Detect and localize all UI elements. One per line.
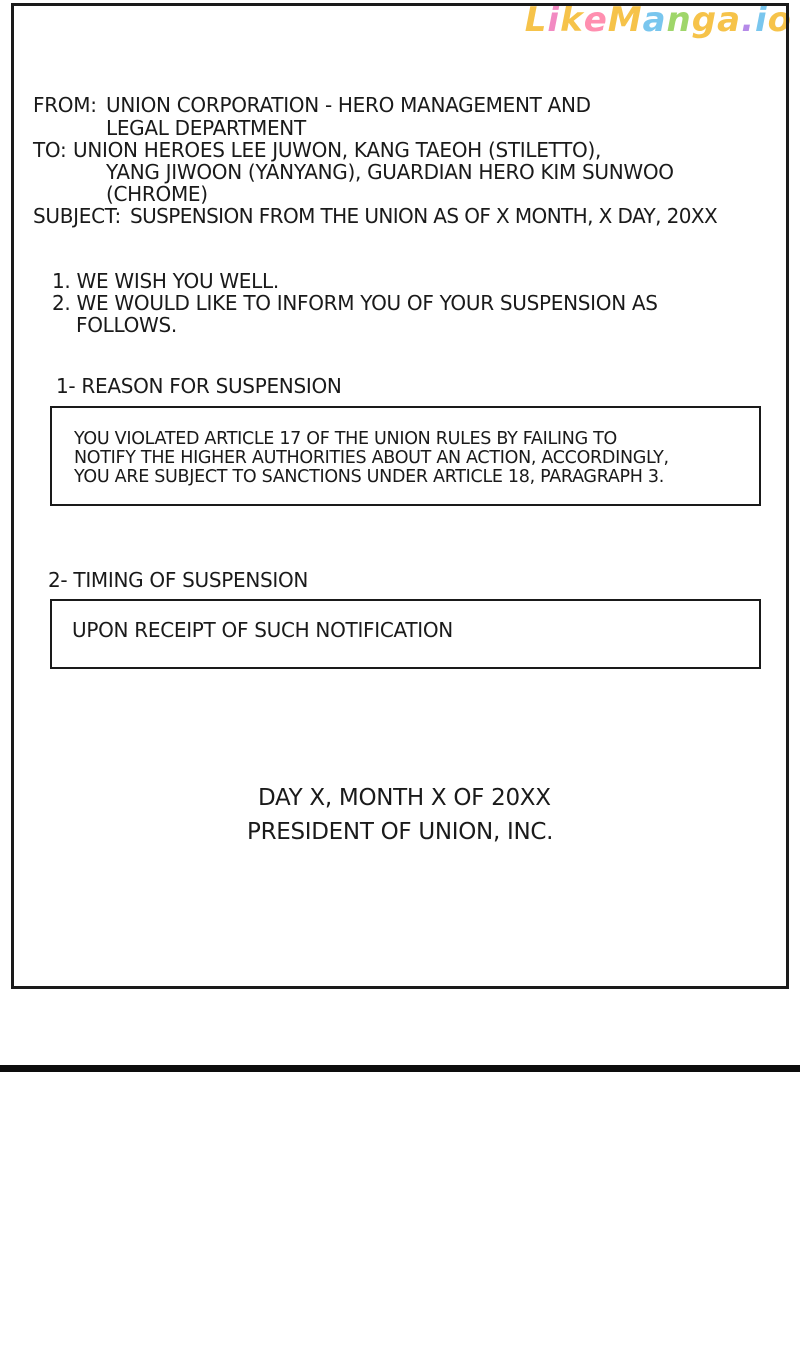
timing-text: UPON RECEIPT OF SUCH NOTIFICATION bbox=[72, 618, 453, 642]
watermark-letter: a bbox=[717, 0, 742, 40]
reason-box bbox=[50, 406, 761, 506]
body-item-2-line-1: 2. WE WOULD LIKE TO INFORM YOU OF YOUR SUSPENSION AS bbox=[52, 291, 658, 315]
reason-line-1: YOU VIOLATED ARTICLE 17 OF THE UNION RULES BY FAILING TO bbox=[74, 429, 617, 449]
reason-line-3: YOU ARE SUBJECT TO SANCTIONS UNDER ARTICLE 18, PARAGRAPH 3. bbox=[74, 467, 664, 487]
watermark-letter: k bbox=[560, 0, 584, 40]
to-line-2: YANG JIWOON (YANYANG), GUARDIAN HERO KIM SUNWOO bbox=[106, 160, 674, 184]
panel-divider bbox=[0, 1065, 800, 1072]
signature-signer: PRESIDENT OF UNION, INC. bbox=[247, 819, 554, 845]
from-label: FROM: bbox=[33, 93, 97, 117]
watermark-letter: L bbox=[524, 0, 548, 40]
reason-heading: 1- REASON FOR SUSPENSION bbox=[56, 374, 342, 398]
from-line-1: UNION CORPORATION - HERO MANAGEMENT AND bbox=[106, 93, 591, 117]
to-label: TO: bbox=[33, 138, 67, 162]
watermark-letter: o bbox=[767, 0, 792, 40]
to-line-1: UNION HEROES LEE JUWON, KANG TAEOH (STILETTO), bbox=[73, 138, 602, 162]
watermark-letter: M bbox=[607, 0, 643, 40]
body-item-2-line-2: FOLLOWS. bbox=[76, 313, 177, 337]
timing-box bbox=[50, 599, 761, 669]
reason-line-2: NOTIFY THE HIGHER AUTHORITIES ABOUT AN ACTION, ACCORDINGLY, bbox=[74, 448, 669, 468]
watermark-letter: . bbox=[741, 0, 755, 40]
watermark-letter: a bbox=[642, 0, 667, 40]
from-line-2: LEGAL DEPARTMENT bbox=[106, 116, 306, 140]
signature-date: DAY X, MONTH X OF 20XX bbox=[258, 785, 551, 811]
subject-label: SUBJECT: bbox=[33, 204, 121, 228]
watermark-letter: n bbox=[666, 0, 692, 40]
watermark-letter: i bbox=[754, 0, 768, 40]
body-item-1: 1. WE WISH YOU WELL. bbox=[52, 269, 279, 293]
watermark-letter: e bbox=[583, 0, 608, 40]
to-line-3: (CHROME) bbox=[106, 182, 208, 206]
watermark-letter: i bbox=[547, 0, 561, 40]
subject-text: SUSPENSION FROM THE UNION AS OF X MONTH, X DAY, 20XX bbox=[130, 204, 718, 228]
timing-heading: 2- TIMING OF SUSPENSION bbox=[48, 568, 309, 592]
watermark-letter: g bbox=[691, 0, 718, 40]
